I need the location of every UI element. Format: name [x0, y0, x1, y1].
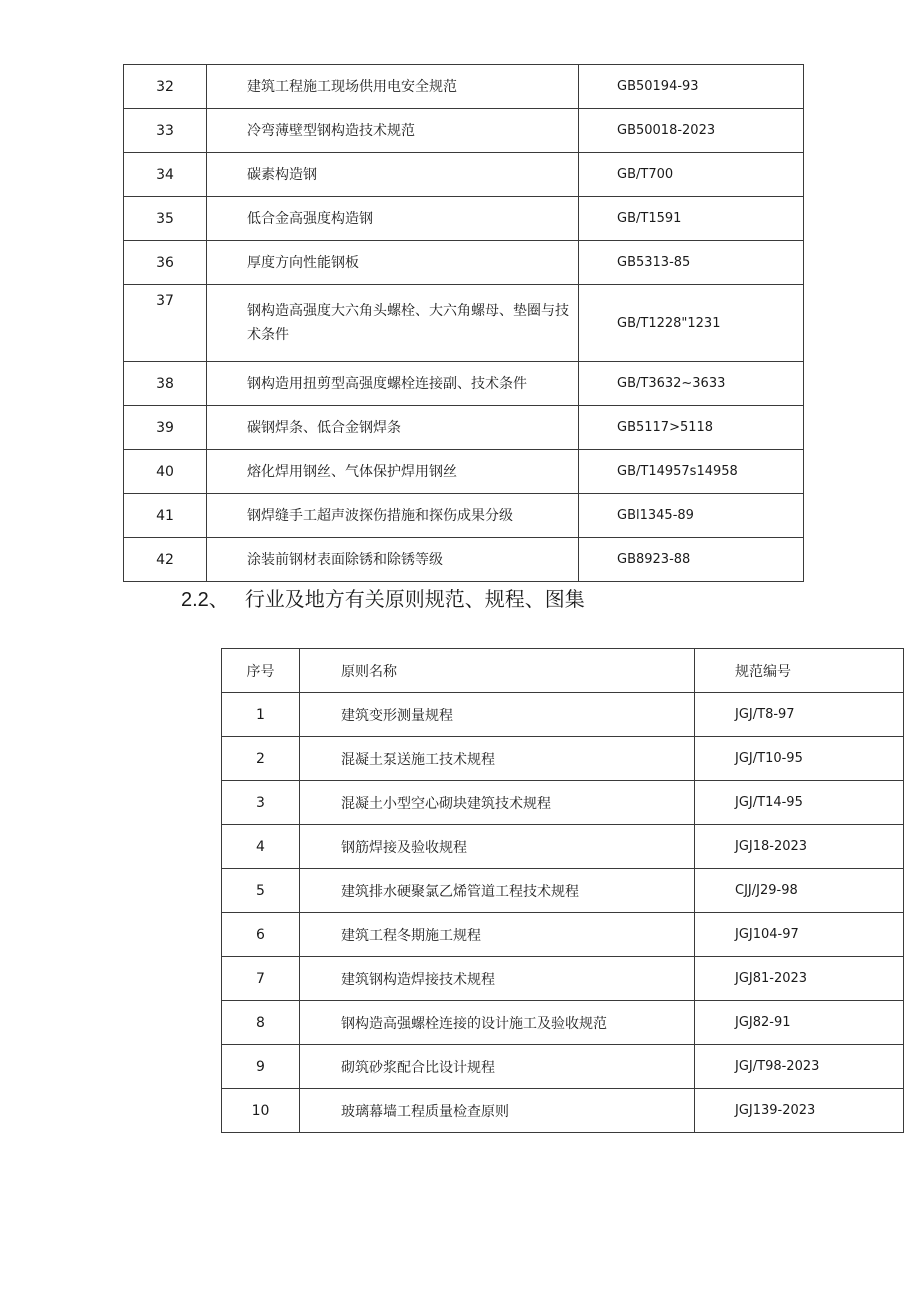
standard-name: 建筑变形测量规程 [300, 693, 695, 737]
row-number: 8 [222, 1001, 300, 1045]
standard-code: JGJ104-97 [695, 913, 904, 957]
row-number: 9 [222, 1045, 300, 1089]
header-number: 序号 [222, 649, 300, 693]
standard-name: 钢焊缝手工超声波探伤措施和探伤成果分级 [207, 494, 579, 538]
industry-standards-table [221, 648, 904, 1133]
standard-name: 冷弯薄壁型钢构造技术规范 [207, 109, 579, 153]
standard-code: GB8923-88 [579, 538, 804, 582]
row-number: 39 [124, 406, 207, 450]
table-row [124, 109, 804, 153]
standard-code: GB5117>5118 [579, 406, 804, 450]
section-number: 2.2、 [181, 589, 229, 611]
row-number: 6 [222, 913, 300, 957]
table-row [124, 494, 804, 538]
table-row [124, 65, 804, 109]
standard-name: 建筑工程施工现场供用电安全规范 [207, 65, 579, 109]
table-row [222, 737, 904, 781]
standard-name: 钢构造高强螺栓连接的设计施工及验收规范 [300, 1001, 695, 1045]
row-number: 2 [222, 737, 300, 781]
standard-code: GB/T1591 [579, 197, 804, 241]
standard-code: JGJ/T8-97 [695, 693, 904, 737]
standard-code: JGJ139-2023 [695, 1089, 904, 1133]
row-number: 38 [124, 362, 207, 406]
table-row [222, 781, 904, 825]
standard-name: 碳钢焊条、低合金钢焊条 [207, 406, 579, 450]
header-name: 原则名称 [300, 649, 695, 693]
standard-code: JGJ/T14-95 [695, 781, 904, 825]
row-number: 41 [124, 494, 207, 538]
standard-code: JGJ/T10-95 [695, 737, 904, 781]
table-row [222, 1001, 904, 1045]
standard-name: 玻璃幕墙工程质量检查原则 [300, 1089, 695, 1133]
table-row [222, 825, 904, 869]
table-row [124, 153, 804, 197]
standard-code: GB/T14957s14958 [579, 450, 804, 494]
standard-name: 钢筋焊接及验收规程 [300, 825, 695, 869]
table-row [124, 362, 804, 406]
standard-code: JGJ82-91 [695, 1001, 904, 1045]
row-number: 33 [124, 109, 207, 153]
table-row [222, 957, 904, 1001]
row-number: 1 [222, 693, 300, 737]
table-row [222, 693, 904, 737]
table-row [222, 869, 904, 913]
standard-code: GB5313-85 [579, 241, 804, 285]
row-number: 7 [222, 957, 300, 1001]
standard-name: 混凝土小型空心砌块建筑技术规程 [300, 781, 695, 825]
header-code: 规范编号 [695, 649, 904, 693]
standard-name: 砌筑砂浆配合比设计规程 [300, 1045, 695, 1089]
standard-code: GBl1345-89 [579, 494, 804, 538]
standard-name: 低合金高强度构造钢 [207, 197, 579, 241]
table-row [124, 406, 804, 450]
row-number: 4 [222, 825, 300, 869]
standard-code: JGJ81-2023 [695, 957, 904, 1001]
standard-name: 混凝土泵送施工技术规程 [300, 737, 695, 781]
standard-code: GB50194-93 [579, 65, 804, 109]
row-number: 32 [124, 65, 207, 109]
section-title: 行业及地方有关原则规范、规程、图集 [244, 587, 585, 611]
row-number: 40 [124, 450, 207, 494]
row-number: 34 [124, 153, 207, 197]
row-number: 42 [124, 538, 207, 582]
section-heading [181, 585, 585, 614]
table-row [222, 1045, 904, 1089]
table-row [124, 450, 804, 494]
standard-code: CJJ/J29-98 [695, 869, 904, 913]
row-number: 35 [124, 197, 207, 241]
standard-code: GB/T1228"1231 [579, 285, 804, 362]
standard-name: 碳素构造钢 [207, 153, 579, 197]
row-number: 3 [222, 781, 300, 825]
row-number: 10 [222, 1089, 300, 1133]
table-row [222, 913, 904, 957]
standard-name: 建筑工程冬期施工规程 [300, 913, 695, 957]
table-row [124, 197, 804, 241]
standard-code: GB50018-2023 [579, 109, 804, 153]
standard-name: 厚度方向性能钢板 [207, 241, 579, 285]
national-standards-table [123, 64, 804, 582]
row-number: 37 [124, 285, 207, 362]
table-row [124, 538, 804, 582]
row-number: 36 [124, 241, 207, 285]
standard-name: 涂装前钢材表面除锈和除锈等级 [207, 538, 579, 582]
table-row [222, 1089, 904, 1133]
standard-name: 钢构造用扭剪型高强度螺栓连接副、技术条件 [207, 362, 579, 406]
standard-code: GB/T700 [579, 153, 804, 197]
standard-name: 建筑钢构造焊接技术规程 [300, 957, 695, 1001]
row-number: 5 [222, 869, 300, 913]
standard-code: GB/T3632~3633 [579, 362, 804, 406]
standard-name: 建筑排水硬聚氯乙烯管道工程技术规程 [300, 869, 695, 913]
standard-code: JGJ18-2023 [695, 825, 904, 869]
standard-code: JGJ/T98-2023 [695, 1045, 904, 1089]
table-row [124, 285, 804, 362]
standard-name: 钢构造高强度大六角头螺栓、大六角螺母、垫圈与技术条件 [207, 285, 579, 362]
standard-name: 熔化焊用钢丝、气体保护焊用钢丝 [207, 450, 579, 494]
table-row [124, 241, 804, 285]
table-header-row [222, 649, 904, 693]
